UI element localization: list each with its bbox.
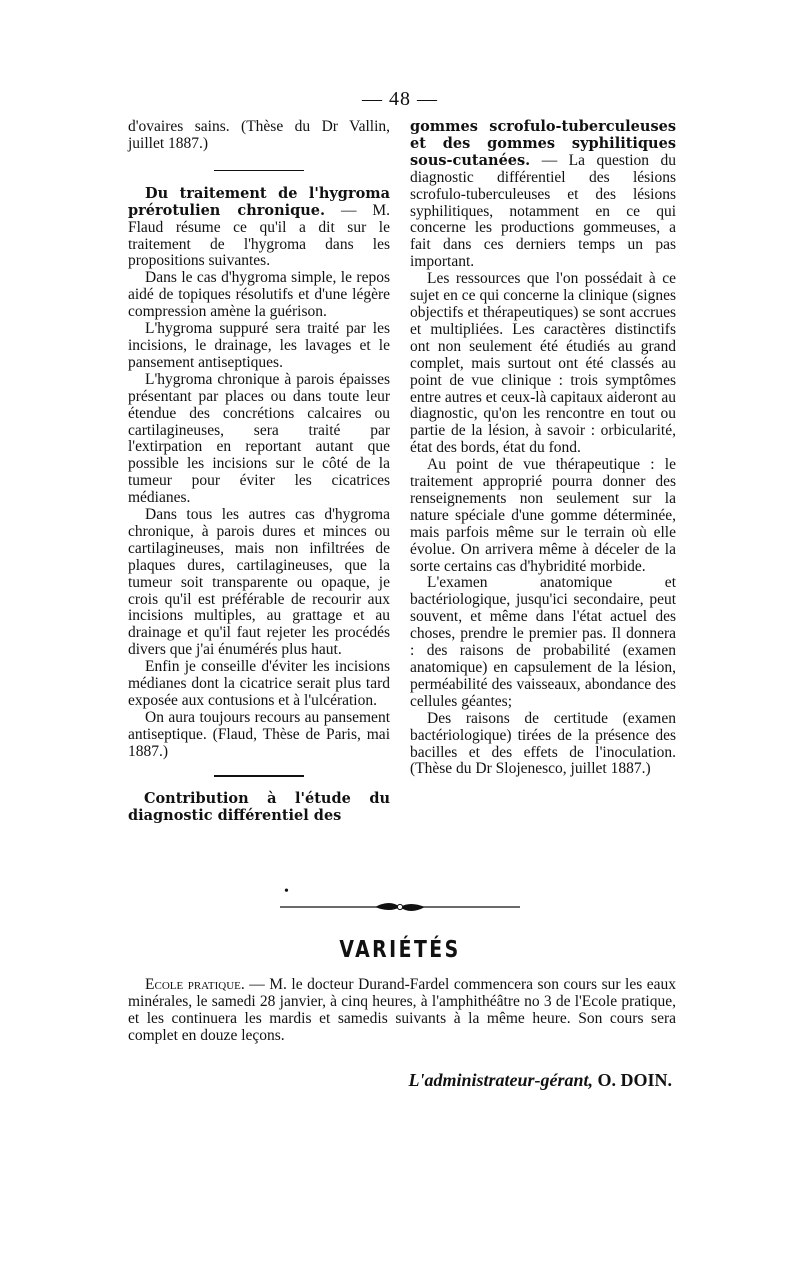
contribution-heading: Contribution à l'étude du diagnostic différentiel des — [128, 789, 390, 824]
section-title: VARIÉTÉS — [339, 937, 461, 963]
signature-role: L'administrateur-gérant, — [408, 1070, 593, 1090]
left-intro-text: d'ovaires sains. (Thèse du Dr Vallin, juillet 1887.) — [128, 118, 390, 152]
gommes-heading-tail: — La question du diagnostic différentiel des lésions scrofulo-tuberculeuses et des lésions syphilitiques, notamment en ce qui concerne les productions gommeuses, a fait dans ces derniers temps un pas important. — [410, 151, 676, 271]
left-paragraph: On aura toujours recours au pansement antiseptique. (Flaud, Thèse de Paris, mai 1887.) — [128, 708, 390, 760]
section-rule — [214, 170, 304, 171]
hygroma-heading: Du traitement de l'hygroma prérotulien chronique. — [128, 184, 390, 219]
signature-name: O. DOIN. — [597, 1070, 672, 1090]
ornamental-divider — [280, 897, 520, 917]
right-paragraph: Au point de vue thérapeutique : le traitement approprié pourra donner des renseignements non seulement sur la nature spéciale d'une gomme déterminée, mais parfois même sur le terrain où elle évolue. On arrivera même à déceler de la sorte certains cas d'hybridité morbide. — [410, 456, 676, 575]
section-rule — [214, 775, 304, 777]
left-paragraph: L'hygroma suppuré sera traité par les incisions, le drainage, les lavages et le pansement antiseptiques. — [128, 320, 390, 371]
gommes-heading: gommes scrofulo-tuberculeuses et des gommes syphilitiques sous-cutanées. — [410, 118, 676, 169]
notice-block — [128, 976, 676, 1044]
right-column — [410, 119, 676, 778]
left-paragraph: L'hygroma chronique à parois épaisses présentant par places ou dans toute leur étendue des concrétions calcaires ou cartilagineuses, sera traité par l'extirpation en reportant autant que possible les incisions sur le côté de la tumeur pour éviter les cicatrices médianes. — [128, 370, 390, 507]
gommes-article — [410, 119, 676, 271]
stray-dot: • — [284, 884, 289, 899]
hygroma-article — [128, 186, 390, 271]
left-paragraph: Dans tous les autres cas d'hygroma chronique, à parois dures et minces ou cartilagineuses, mais non infiltrées de plaques dures, cartilagineuses, que la tumeur soit transparente ou opaque, je crois qu'il est préférable de recourir aux incisions multiples, au grattage et au drainage et qu'il faut rejeter les procédés divers que j'ai énumérés plus haut. — [128, 506, 390, 659]
left-paragraph: Enfin je conseille d'éviter les incisions médianes dont la cicatrice serait plus tard exposée aux contusions et à l'ulcération. — [128, 658, 390, 709]
notice-paragraph — [128, 976, 676, 1044]
right-paragraph: L'examen anatomique et bactériologique, jusqu'ici secondaire, peut souvent, et même dans l'état actuel des choses, prendre le premier pas. Il donnera : des raisons de probabilité (examen anatomique) en capsulement de la lésion, perméabilité des vaisseaux, abondance des cellules géantes; — [410, 574, 676, 710]
notice-text: — M. le docteur Durand-Fardel commencera son cours sur les eaux minérales, le samedi 28 janvier, à cinq heures, à l'amphithéâtre no 3 de l'Ecole pratique, et les continuera les mardis et samedis suivants à la même heure. Son cours sera complet en douze leçons. — [128, 976, 677, 1044]
left-column — [128, 119, 390, 824]
right-paragraph: Les ressources que l'on possédait à ce sujet en ce qui concerne la clinique (signes objectifs et thérapeutiques) se sont accrues et multipliées. Les caractères distinctifs ont non seulement été étudiés au grand complet, mais surtout ont été classés au point de vue clinique : trois symptômes entre autres et ceux-là capitaux aideront au diagnostic, qu'on les rencontre en tout ou partie de la lésion, à savoir : orbicularité, état des bords, état du fond. — [410, 270, 676, 457]
notice-lead: Ecole pratique. — [145, 976, 245, 993]
right-paragraph: Des raisons de certitude (examen bactériologique) tirées de la présence des bacilles et des effets de l'inoculation. (Thèse du Dr Slojenesco, juillet 1887.) — [410, 709, 676, 778]
hygroma-heading-tail: — M. Flaud résume ce qu'il a dit sur le traitement de l'hygroma dans les propositions suivantes. — [128, 201, 390, 270]
left-paragraph: Dans le cas d'hygroma simple, le repos aidé de topiques résolutifs et d'une légère compression amène la guérison. — [128, 269, 390, 321]
page-number: — 48 — — [362, 88, 438, 110]
signature — [408, 1070, 672, 1091]
